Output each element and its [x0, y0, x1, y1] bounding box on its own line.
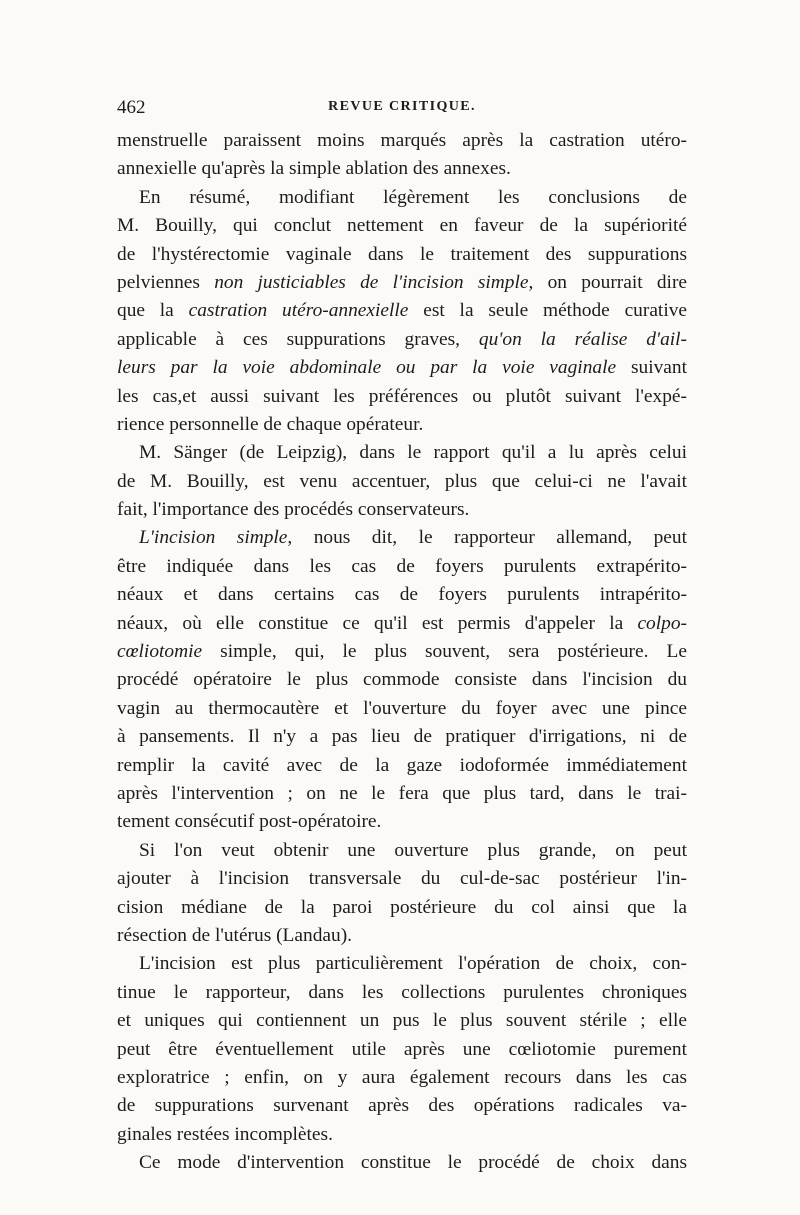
text-segment: pelviennes	[117, 271, 215, 293]
italic-text: non justiciables de l'incision simple	[214, 271, 529, 293]
text-line	[117, 468, 687, 496]
text-segment: être indiquée dans les cas de foyers purulents extrapérito-	[117, 555, 687, 577]
text-line	[117, 1121, 687, 1149]
italic-text: cœliotomie	[117, 641, 203, 663]
text-segment: , on pourrait dire	[528, 271, 688, 293]
page-number: 462	[117, 97, 146, 118]
text-line	[117, 127, 687, 155]
text-line	[117, 439, 687, 467]
text-segment: ginales restées incomplètes.	[117, 1123, 333, 1145]
text-segment: En résumé, modifiant légèrement les conclusions de	[139, 186, 687, 208]
text-line	[117, 950, 687, 978]
text-line	[117, 297, 687, 325]
text-segment: fait, l'importance des procédés conservateurs.	[117, 499, 470, 521]
text-line	[117, 695, 687, 723]
text-segment: de M. Bouilly, est venu accentuer, plus que celui-ci ne l'avait	[117, 470, 687, 492]
text-line	[117, 1007, 687, 1035]
text-segment: après l'intervention ; on ne le fera que plus tard, dans le trai-	[117, 782, 687, 804]
text-line	[117, 865, 687, 893]
text-line	[117, 212, 687, 240]
text-segment: remplir la cavité avec de la gaze iodoformée immédiatement	[117, 754, 687, 776]
text-segment: vagin au thermocautère et l'ouverture du foyer avec une pince	[117, 697, 687, 719]
text-line	[117, 524, 687, 552]
text-line	[117, 496, 687, 524]
text-line	[117, 1064, 687, 1092]
text-segment: menstruelle paraissent moins marqués après la castration utéro-	[117, 130, 687, 151]
text-segment: simple, qui, le plus souvent, sera postérieure. Le	[202, 641, 687, 663]
text-segment: Ce mode d'intervention constitue le procédé de choix dans	[139, 1152, 687, 1174]
text-segment: les cas,et aussi suivant les préférences ou plutôt suivant l'expé-	[117, 385, 687, 407]
text-segment: rience personnelle de chaque opérateur.	[117, 413, 424, 435]
text-line	[117, 581, 687, 609]
text-line	[117, 723, 687, 751]
text-line	[117, 666, 687, 694]
body-text	[117, 127, 687, 1177]
text-line	[117, 411, 687, 439]
text-line	[117, 1149, 687, 1177]
text-segment: néaux, où elle constitue ce qu'il est permis d'appeler la	[117, 612, 638, 634]
text-segment: L'incision est plus particulièrement l'opération de choix, con-	[139, 953, 687, 975]
text-line	[117, 269, 687, 297]
text-segment: ajouter à l'incision transversale du cul-de-sac postérieur l'in-	[117, 868, 687, 890]
page-header	[117, 97, 687, 123]
text-segment: est la seule méthode curative	[408, 300, 688, 322]
text-segment: résection de l'utérus (Landau).	[117, 924, 353, 946]
text-segment: de suppurations survenant après des opérations radicales va-	[117, 1095, 687, 1117]
text-segment: néaux et dans certains cas de foyers purulents intrapérito-	[117, 584, 687, 606]
text-line	[117, 1036, 687, 1064]
text-segment: peut être éventuellement utile après une cœliotomie purement	[117, 1038, 687, 1060]
text-segment: cision médiane de la paroi postérieure du col ainsi que la	[117, 896, 687, 918]
text-line	[117, 184, 687, 212]
text-line	[117, 752, 687, 780]
text-line	[117, 837, 687, 865]
italic-text: colpo-	[637, 612, 687, 634]
text-line	[117, 808, 687, 836]
text-segment: à pansements. Il n'y a pas lieu de pratiquer d'irrigations, ni de	[117, 726, 687, 748]
text-line	[117, 553, 687, 581]
text-line	[117, 326, 687, 354]
text-line	[117, 638, 687, 666]
text-segment: tement consécutif post-opératoire.	[117, 811, 382, 833]
text-line	[117, 979, 687, 1007]
text-segment: de l'hystérectomie vaginale dans le traitement des suppurations	[117, 243, 687, 265]
text-segment: procédé opératoire le plus commode consiste dans l'incision du	[117, 669, 687, 691]
running-title: REVUE CRITIQUE.	[328, 99, 476, 114]
text-line	[117, 922, 687, 950]
text-segment: Si l'on veut obtenir une ouverture plus grande, on peut	[139, 839, 687, 861]
text-segment: et uniques qui contiennent un pus le plus souvent stérile ; elle	[117, 1010, 687, 1032]
italic-text: L'incision simple	[139, 527, 288, 549]
text-segment: tinue le rapporteur, dans les collections purulentes chroniques	[117, 981, 687, 1003]
text-segment: que la	[117, 300, 189, 322]
text-segment: applicable à ces suppurations graves,	[117, 328, 479, 350]
text-line	[117, 155, 687, 183]
italic-text: castration utéro-annexielle	[188, 300, 409, 322]
text-line	[117, 894, 687, 922]
text-segment: , nous dit, le rapporteur allemand, peut	[287, 527, 687, 549]
text-line	[117, 241, 687, 269]
text-segment: M. Sänger (de Leipzig), dans le rapport qu'il a lu après celui	[139, 442, 687, 464]
italic-text: qu'on la réalise d'ail-	[478, 328, 687, 350]
text-line	[117, 610, 687, 638]
text-line	[117, 383, 687, 411]
text-line	[117, 1092, 687, 1120]
text-segment: suivant	[616, 357, 687, 379]
text-line	[117, 780, 687, 808]
text-segment: annexielle qu'après la simple ablation des annexes.	[117, 158, 511, 180]
text-segment: exploratrice ; enfin, on y aura également recours dans les cas	[117, 1066, 687, 1088]
text-segment: M. Bouilly, qui conclut nettement en faveur de la supériorité	[117, 215, 687, 237]
italic-text: leurs par la voie abdominale ou par la voie vaginale	[117, 357, 617, 379]
text-line	[117, 354, 687, 382]
